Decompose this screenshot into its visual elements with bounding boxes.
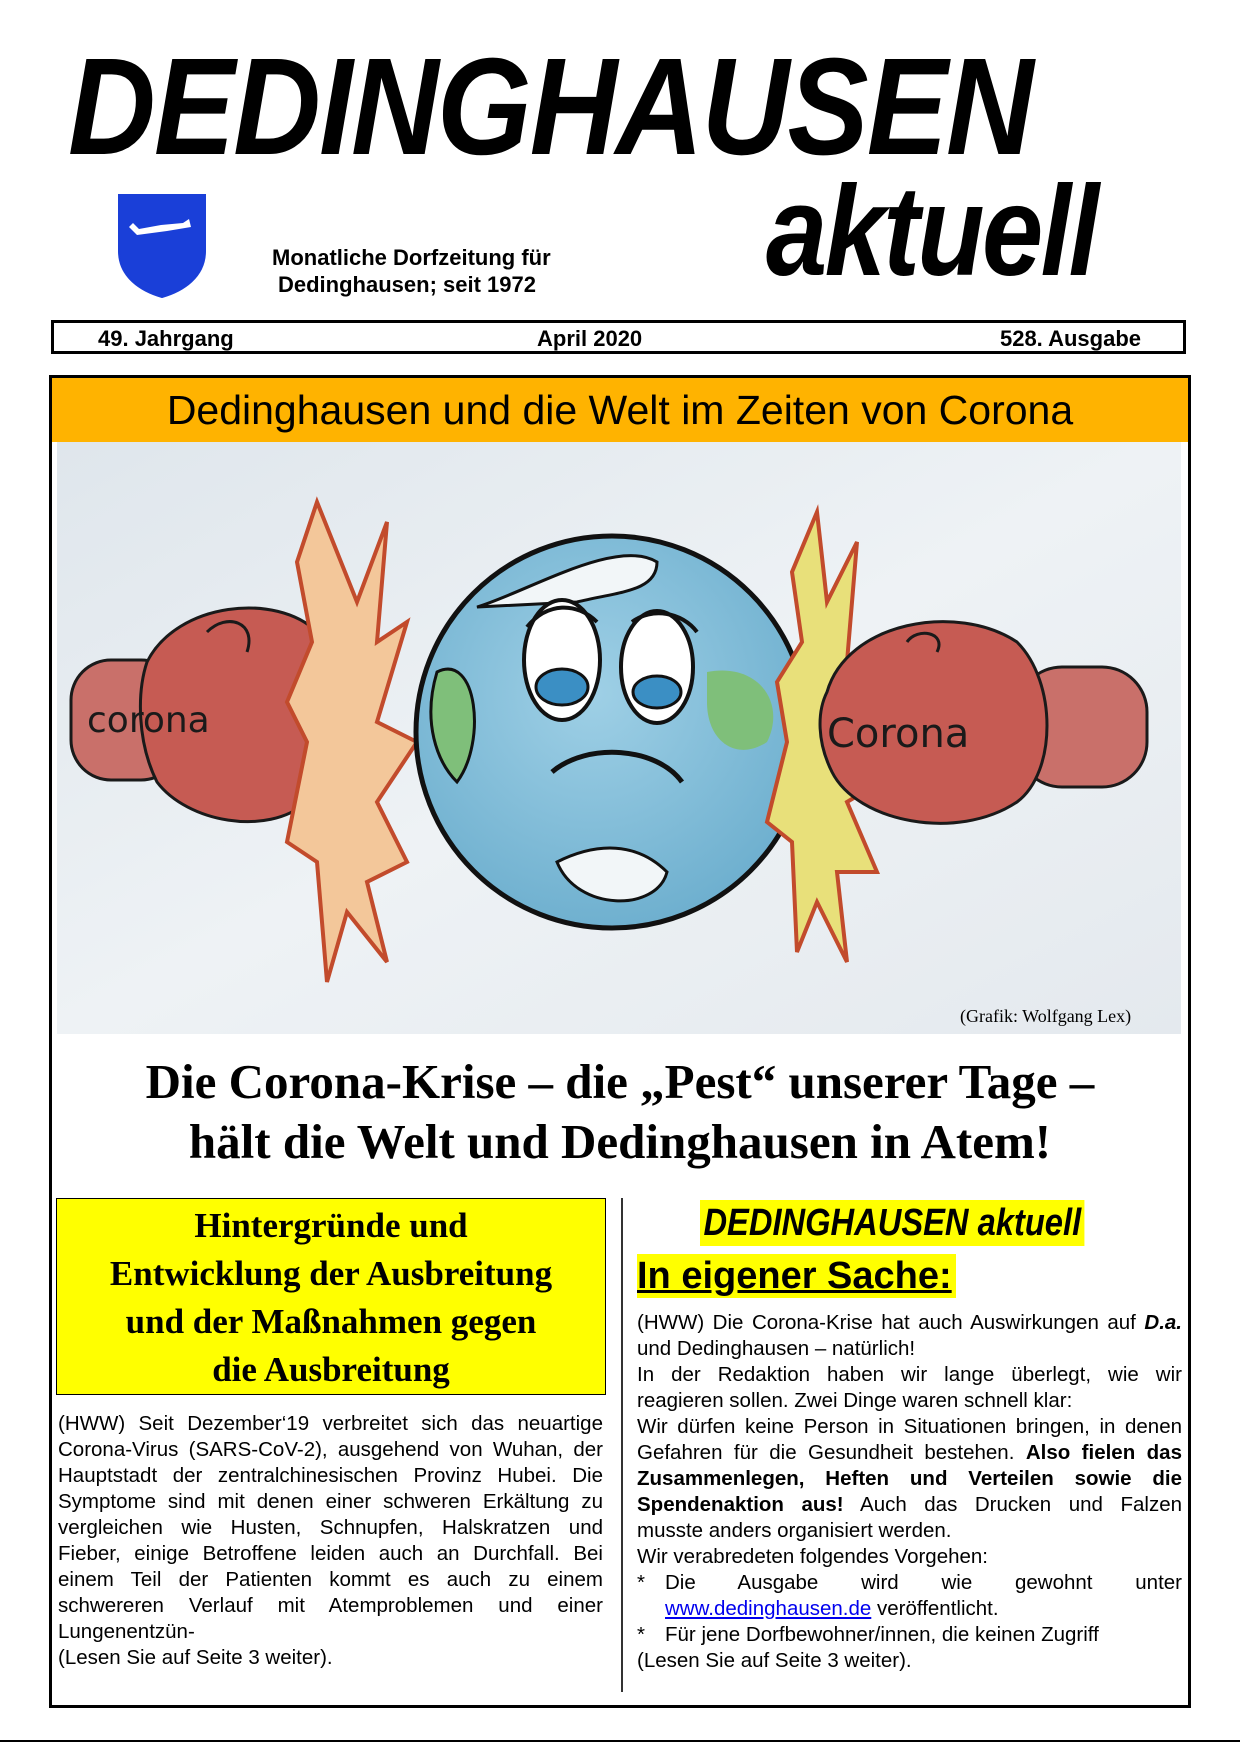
right-article-masthead: DEDINGHAUSEN aktuell: [700, 1200, 1085, 1246]
right-article-continued: (Lesen Sie auf Seite 3 weiter).: [637, 1649, 912, 1672]
left-article-text: (HWW) Seit Dezember‘19 verbreitet sich das neuartige Corona-Virus (SARS-CoV-2), ausgehend von Wuhan, der Hauptstadt der zentralchinesischen Provinz Hubei. Die Symptome sind mit denen einer schweren Erkältung zu vergleichen wie Husten, Schnupfen, Halskratzen und Fieber, einige Betroffene leiden auch an Durchfall. Bei einem Teil der Patienten kommt es auch zu einem schwereren Verlauf mit Atemproblemen und einer Lungenentzün-: [58, 1412, 603, 1643]
masthead-title: DEDINGHAUSEN: [68, 30, 1032, 184]
tagline-line-2: Dedinghausen; seit 1972: [278, 272, 536, 297]
right-p1-text-c: und Dedinghausen – natürlich!: [637, 1337, 916, 1360]
bullet-mark: *: [637, 1571, 645, 1594]
right-paragraph-2: In der Redaktion haben wir lange überlegt, wie wir reagieren sollen. Zwei Dinge waren schnell klar:: [637, 1363, 1182, 1412]
left-heading-line-3: und der Maßnahmen gegen: [125, 1302, 537, 1341]
right-paragraph-3: [637, 1414, 1182, 1544]
bullet-1-text-a: Die Ausgabe wird wie gewohnt unter: [665, 1571, 1182, 1594]
main-headline: [54, 1052, 1186, 1172]
right-p1-text-a: (HWW) Die Corona-Krise hat auch Auswirkungen auf: [637, 1311, 1145, 1334]
left-article-body: [58, 1411, 603, 1671]
right-article-body: [637, 1310, 1182, 1674]
right-p3-text-c: Auch das Drucken und Falzen musste anders organisiert werden.: [637, 1493, 1182, 1542]
issue-date: April 2020: [537, 326, 643, 351]
column-divider: [621, 1198, 623, 1692]
left-heading-line-2: Entwicklung der Ausbreitung: [109, 1254, 553, 1293]
banner-title: Dedinghausen und die Welt im Zeiten von Corona: [52, 378, 1188, 442]
left-heading-line-4: die Ausbreitung: [212, 1350, 450, 1389]
tagline: [272, 244, 551, 298]
corona-boxing-illustration: [57, 442, 1181, 1034]
bullet-mark: *: [637, 1623, 645, 1646]
bullet-2-text: Für jene Dorfbewohner/innen, die keinen Zugriff: [665, 1623, 1099, 1646]
bullet-item-1: [637, 1570, 1182, 1622]
bullet-item-2: [637, 1622, 1182, 1648]
headline-line-1: Die Corona-Krise – die „Pest“ unserer Tage –: [145, 1054, 1095, 1109]
right-article-heading: In eigener Sache:: [637, 1254, 956, 1298]
left-article-continued: (Lesen Sie auf Seite 3 weiter).: [58, 1646, 333, 1669]
left-article-heading: [56, 1198, 606, 1395]
right-p3-text-a: Wir dürfen keine Person in Situationen bringen, in denen Gefahren für die Gesundheit bestehen.: [637, 1415, 1182, 1464]
right-p3-bold: Also fielen das Zusammenlegen, Heften und Verteilen sowie die Spendenaktion aus!: [637, 1441, 1182, 1516]
right-paragraph-4: Wir verabredeten folgendes Vorgehen:: [637, 1545, 989, 1568]
issue-info-bar: [51, 320, 1186, 354]
right-glove-label: Corona: [827, 711, 970, 757]
website-link[interactable]: www.dedinghausen.de: [665, 1597, 872, 1620]
right-p1-abbrev: D.a.: [1144, 1311, 1182, 1334]
left-heading-line-1: Hintergründe und: [194, 1206, 468, 1245]
globe-face: [416, 536, 808, 928]
headline-line-2: hält die Welt und Dedinghausen in Atem!: [188, 1114, 1052, 1169]
bullet-1-text-b: veröffentlicht.: [871, 1597, 999, 1620]
illustration-credit: (Grafik: Wolfgang Lex): [960, 1006, 1132, 1026]
left-glove-label: corona: [87, 700, 210, 741]
tagline-line-1: Monatliche Dorfzeitung für: [272, 245, 551, 270]
volume-label: 49. Jahrgang: [98, 326, 234, 351]
page-bottom-rule: [0, 1740, 1240, 1742]
issue-number: 528. Ausgabe: [999, 326, 1141, 351]
masthead-subtitle: aktuell: [766, 160, 1097, 303]
coat-of-arms-icon: [117, 193, 207, 299]
right-paragraph-1: [637, 1310, 1182, 1362]
